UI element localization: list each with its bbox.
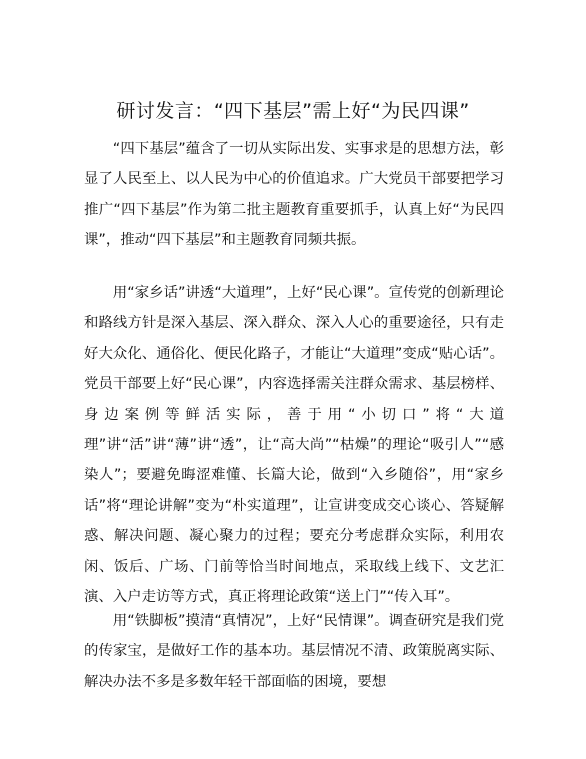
document-title: 研讨发言：“四下基层”需上好“为民四课” (116, 100, 470, 122)
paragraph-minxin-lesson: 用“家乡话”讲透“大道理”，上好“民心课”。宣传党的创新理论和路线方针是深入基层、深入群众、深入人心的重要途径，只有走好大众化、通俗化、便民化路子，才能让“大道理”变成“贴心话”。党员干部要上好“民心课”，内容选择需关注群众需求、基层榜样、身边案例等鲜活实际，善于用“小切口”将“大道理”讲“活”讲“薄”讲“透”，让“高大尚”“枯燥”的理论“吸引人”“感染人”；要避免晦涩难懂、长篇大论，做到“入乡随俗”，用“家乡话”将“理论讲解”变为“朴实道理”，让宣讲变成交心谈心、答疑解惑、解决问题、凝心聚力的过程；要充分考虑群众实际，利用农闲、饭后、广场、门前等恰当时间地点，采取线上线下、文艺汇演、入户走访等方式，真正将理论政策“送上门”“传入耳”。 (84, 285, 504, 606)
paragraph-minqing-lesson: 用“铁脚板”摸清“真情况”，上好“民情课”。调查研究是我们党的传家宝，是做好工作的基本功。基层情况不清、政策脱离实际、解决办法不多是多数年轻干部面临的困境，要想 (84, 613, 504, 690)
paragraph-intro: “四下基层”蕴含了一切从实际出发、实事求是的思想方法，彰显了人民至上、以人民为中心的价值追求。广大党员干部要把学习推广“四下基层”作为第二批主题教育重要抓手，认真上好“为民四课”，推动“四下基层”和主题教育同频共振。 (84, 141, 504, 249)
